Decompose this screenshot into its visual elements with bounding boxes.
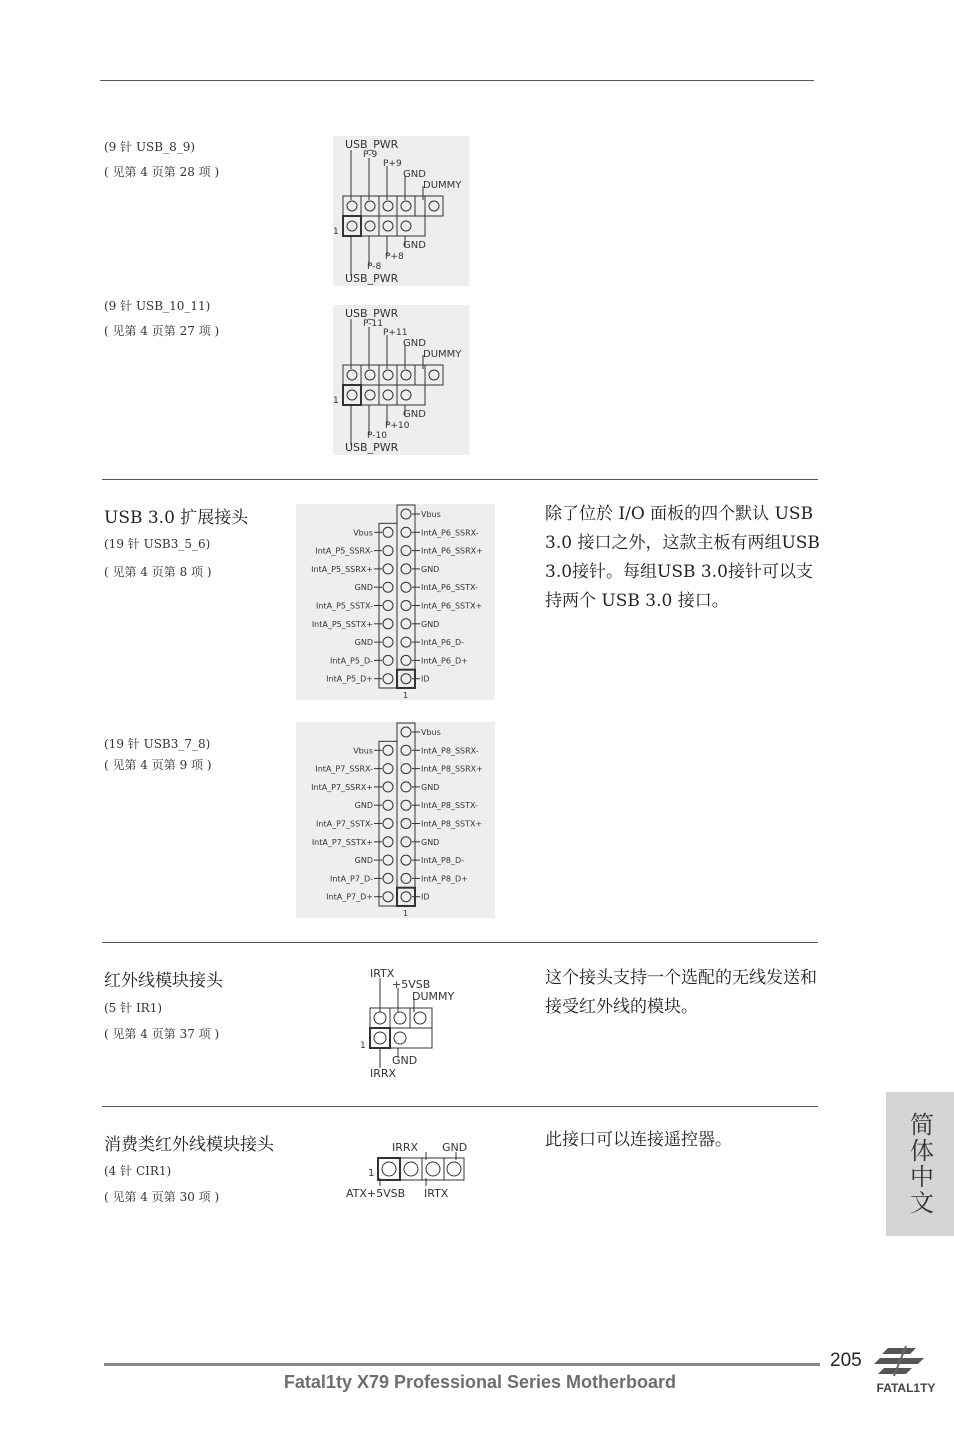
- ir-pins: (5 针 IR1): [104, 1001, 163, 1015]
- ir-header-title: 红外线模块接头: [104, 971, 223, 991]
- usb3-pin1-label: 1: [403, 691, 409, 700]
- usb89-label-gnd-bottom: GND: [403, 240, 426, 251]
- usb3-right-pin-label: GND: [421, 837, 440, 847]
- usb3-left-pin-label: IntA_P5_SSTX-: [316, 601, 373, 611]
- usb3-right-pin-label: IntA_P8_SSRX-: [421, 746, 479, 756]
- usb89-label-p-plus: P+9: [383, 159, 402, 169]
- usb89-pins: (9 针 USB_8_9): [104, 140, 196, 154]
- usb3-left-pin-label: GND: [354, 638, 373, 648]
- usb3-left-pin-label: IntA_P5_D-: [330, 656, 373, 666]
- usb3-right-pin-label: IntA_P6_SSRX+: [421, 546, 483, 556]
- divider-cir: [102, 1106, 818, 1107]
- ir-label-irrx: IRRX: [370, 1067, 397, 1080]
- usb1011-label-p-plus: P+11: [383, 328, 408, 338]
- usb89-ref: ( 见第 4 页第 28 项 ): [104, 165, 220, 179]
- usb3-left-pin-label: IntA_P7_SSRX-: [315, 764, 373, 774]
- logo-wordmark: FATAL1TY: [876, 1381, 936, 1395]
- usb3-right-pin-label: IntA_P8_D-: [421, 856, 464, 866]
- usb3-header-title: USB 3.0 扩展接头: [104, 508, 249, 528]
- usb1011-label-gnd-bottom: GND: [403, 409, 426, 420]
- usb1011-label-usb-pwr-top: USB_PWR: [345, 307, 399, 320]
- usb89-pin-diagram: [333, 136, 469, 286]
- ir-ref: ( 见第 4 页第 37 项 ): [104, 1027, 220, 1041]
- usb3-78-ref: ( 见第 4 页第 9 项 ): [104, 758, 212, 772]
- ir-label-gnd: GND: [392, 1054, 418, 1067]
- usb3-right-pin-label: IntA_P8_SSRX+: [421, 764, 483, 774]
- usb3-right-pin-label: Vbus: [421, 728, 441, 737]
- cir-description: 此接口可以连接遥控器。: [545, 1130, 732, 1150]
- fatal1ty-logo: [866, 1342, 946, 1400]
- usb3-right-pin-label: IntA_P6_D-: [421, 638, 464, 648]
- divider-ir: [102, 942, 818, 943]
- usb89-label-dummy: DUMMY: [423, 180, 462, 191]
- usb89-label-pin1: 1: [333, 227, 339, 237]
- usb3-left-pin-label: IntA_P5_SSRX-: [315, 546, 373, 556]
- usb3-left-pin-label: IntA_P5_D+: [326, 674, 373, 684]
- usb3-right-pin-label: GND: [421, 564, 440, 574]
- cir-ref: ( 见第 4 页第 30 项 ): [104, 1190, 220, 1204]
- ir-pin-diagram: [356, 964, 466, 1084]
- ir-description: 这个接头支持一个选配的无线发送和接受红外线的模块。: [545, 968, 817, 1017]
- usb3-pin1-label: 1: [403, 909, 409, 918]
- usb3-left-pin-label: IntA_P5_SSRX+: [311, 564, 373, 574]
- usb3-right-pin-label: IntA_P6_D+: [421, 656, 468, 666]
- usb3-56-pins: (19 针 USB3_5_6): [104, 537, 211, 551]
- usb1011-ref: ( 见第 4 页第 27 项 ): [104, 324, 220, 338]
- usb3-56-ref: ( 见第 4 页第 8 项 ): [104, 565, 212, 579]
- usb89-label-gnd-top: GND: [403, 169, 426, 180]
- cir-label-irtx: IRTX: [424, 1187, 449, 1200]
- usb1011-label-gnd-top: GND: [403, 338, 426, 349]
- cir-pin-diagram: [344, 1136, 476, 1202]
- usb3-description: 除了位於 I/O 面板的四个默认 USB 3.0 接口之外，这款主板有两组USB 3.0接针。每组USB 3.0接针可以支持两个 USB 3.0 接口。: [545, 504, 820, 611]
- cir-header-title: 消费类红外线模块接头: [104, 1135, 274, 1155]
- ir-label-dummy: DUMMY: [412, 990, 455, 1003]
- usb1011-label-usb-pwr-bottom: USB_PWR: [345, 441, 399, 454]
- cir-pins: (4 针 CIR1): [104, 1164, 172, 1178]
- usb3-left-pin-label: IntA_P5_SSTX+: [311, 619, 373, 629]
- footer-title: Fatal1ty X79 Professional Series Motherboard: [283, 1372, 677, 1392]
- cir-label-gnd: GND: [442, 1141, 468, 1154]
- usb3-left-pin-label: IntA_P7_D-: [330, 874, 373, 884]
- usb89-label-usb-pwr-top: USB_PWR: [345, 138, 399, 151]
- usb1011-label-p-minus: P-11: [363, 319, 383, 329]
- language-side-tab: [886, 1092, 954, 1236]
- cir-label-irrx: IRRX: [392, 1141, 419, 1154]
- usb3-left-pin-label: IntA_P7_SSTX-: [316, 819, 373, 829]
- usb3-left-pin-label: IntA_P7_D+: [326, 892, 373, 902]
- cir-label-pin1: 1: [368, 1168, 375, 1179]
- top-rule: [100, 80, 814, 81]
- usb3-right-pin-label: IntA_P6_SSTX-: [421, 583, 478, 593]
- usb3-78-pins: (19 针 USB3_7_8): [104, 737, 211, 751]
- usb3-left-pin-label: IntA_P7_SSRX+: [311, 782, 373, 792]
- usb3-left-pin-label: GND: [354, 856, 373, 866]
- usb3-right-pin-label: ID: [421, 674, 430, 684]
- usb1011-pin-diagram: [333, 305, 469, 455]
- language-side-tab-label: 简体中文: [905, 1112, 934, 1216]
- cir-label-atx5vsb: ATX+5VSB: [346, 1187, 406, 1200]
- usb3-right-pin-label: IntA_P8_SSTX+: [421, 819, 483, 829]
- usb89-label-p-minus-bottom: P-8: [367, 262, 382, 272]
- usb3-left-pin-label: Vbus: [353, 528, 373, 538]
- usb1011-label-dummy: DUMMY: [423, 349, 462, 360]
- usb89-label-p-minus: P-9: [363, 150, 378, 160]
- usb3-right-pin-label: IntA_P6_SSRX-: [421, 528, 479, 538]
- usb3-right-pin-label: GND: [421, 782, 440, 792]
- usb1011-label-p-plus-bottom: P+10: [385, 421, 410, 431]
- usb1011-pins: (9 针 USB_10_11): [104, 299, 211, 313]
- ir-label-irtx: IRTX: [370, 967, 395, 980]
- usb3-left-pin-label: GND: [354, 801, 373, 811]
- divider-usb3: [102, 479, 818, 480]
- usb3-right-pin-label: IntA_P6_SSTX+: [421, 601, 483, 611]
- usb3-left-pin-label: IntA_P7_SSTX+: [311, 837, 373, 847]
- usb1011-label-pin1: 1: [333, 396, 339, 406]
- usb1011-label-p-minus-bottom: P-10: [367, 431, 387, 441]
- usb3-right-pin-label: Vbus: [421, 510, 441, 519]
- ir-label-pin1: 1: [360, 1041, 366, 1051]
- page-number: 205: [830, 1350, 862, 1371]
- usb89-label-usb-pwr-bottom: USB_PWR: [345, 272, 399, 285]
- usb89-label-p-plus-bottom: P+8: [385, 252, 404, 262]
- footer-rule: [104, 1363, 820, 1366]
- usb3-left-pin-label: GND: [354, 583, 373, 593]
- usb3-right-pin-label: IntA_P8_D+: [421, 874, 468, 884]
- usb3-right-pin-label: GND: [421, 619, 440, 629]
- usb3-left-pin-label: Vbus: [353, 746, 373, 756]
- ir-label-5vsb: +5VSB: [392, 978, 431, 991]
- usb3-right-pin-label: IntA_P8_SSTX-: [421, 801, 478, 811]
- usb3-right-pin-label: ID: [421, 892, 430, 902]
- usb3-78-pin-diagram: [296, 722, 495, 918]
- usb3-56-pin-diagram: [296, 504, 495, 700]
